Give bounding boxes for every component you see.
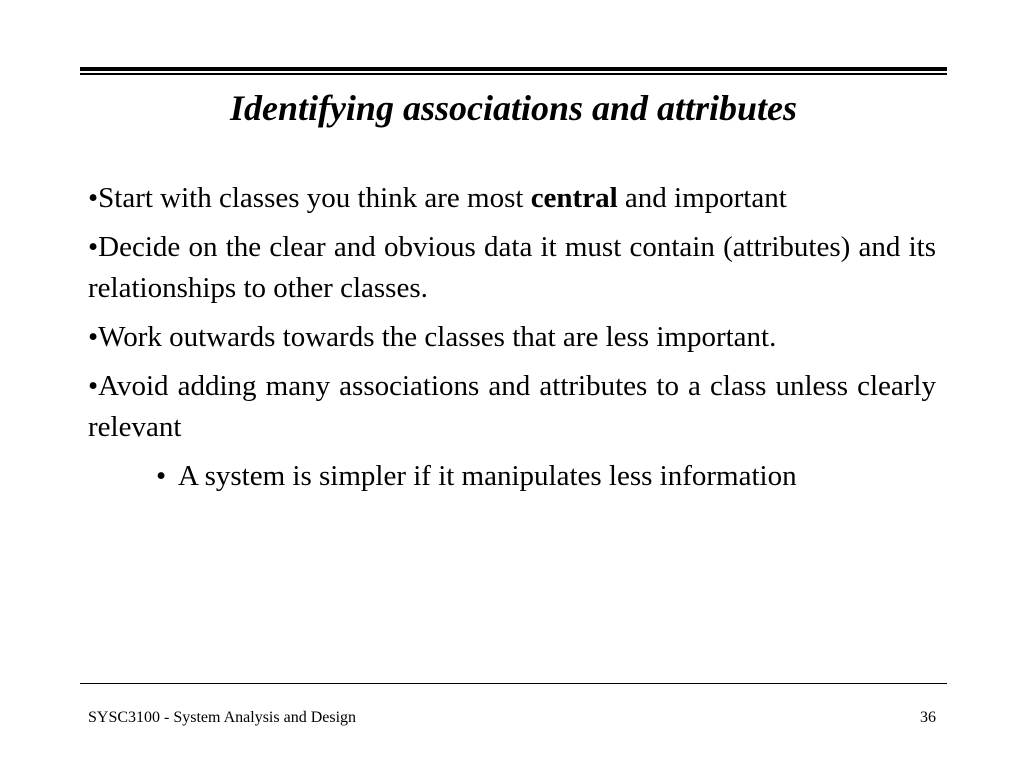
bullet-marker: • <box>88 182 99 214</box>
footer-course-title: SYSC3100 - System Analysis and Design <box>88 709 357 726</box>
bullet-1-text-end: and important <box>617 182 787 214</box>
sub-bullet-1-text: A system is simpler if it manipulates less information <box>178 460 797 492</box>
sub-bullet-marker: • <box>156 460 167 492</box>
bullet-1 <box>88 178 936 219</box>
bullet-2-text: Decide on the clear and obvious data it must contain (attributes) and its relationships to other classes. <box>88 231 936 304</box>
bullet-3-text: Work outwards towards the classes that are less important. <box>98 321 777 353</box>
bullet-3 <box>88 317 936 358</box>
bullet-1-emphasis: central <box>530 182 618 214</box>
bullet-marker: • <box>88 370 99 402</box>
header-rule-bottom <box>80 73 947 75</box>
bullet-marker: • <box>88 321 99 353</box>
footer-rule <box>80 683 947 684</box>
bullet-1-text-start: Start with classes you think are most <box>98 182 531 214</box>
bullet-2 <box>88 227 936 309</box>
slide-title: Identifying associations and attributes <box>229 88 798 128</box>
page-number: 36 <box>920 709 936 726</box>
header-rule-top <box>80 67 947 71</box>
bullet-marker: • <box>88 231 99 263</box>
slide-body <box>88 178 936 497</box>
bullet-4-text: Avoid adding many associations and attributes to a class unless clearly relevant <box>88 370 936 443</box>
bullet-4 <box>88 366 936 448</box>
sub-bullet-1 <box>88 456 936 497</box>
